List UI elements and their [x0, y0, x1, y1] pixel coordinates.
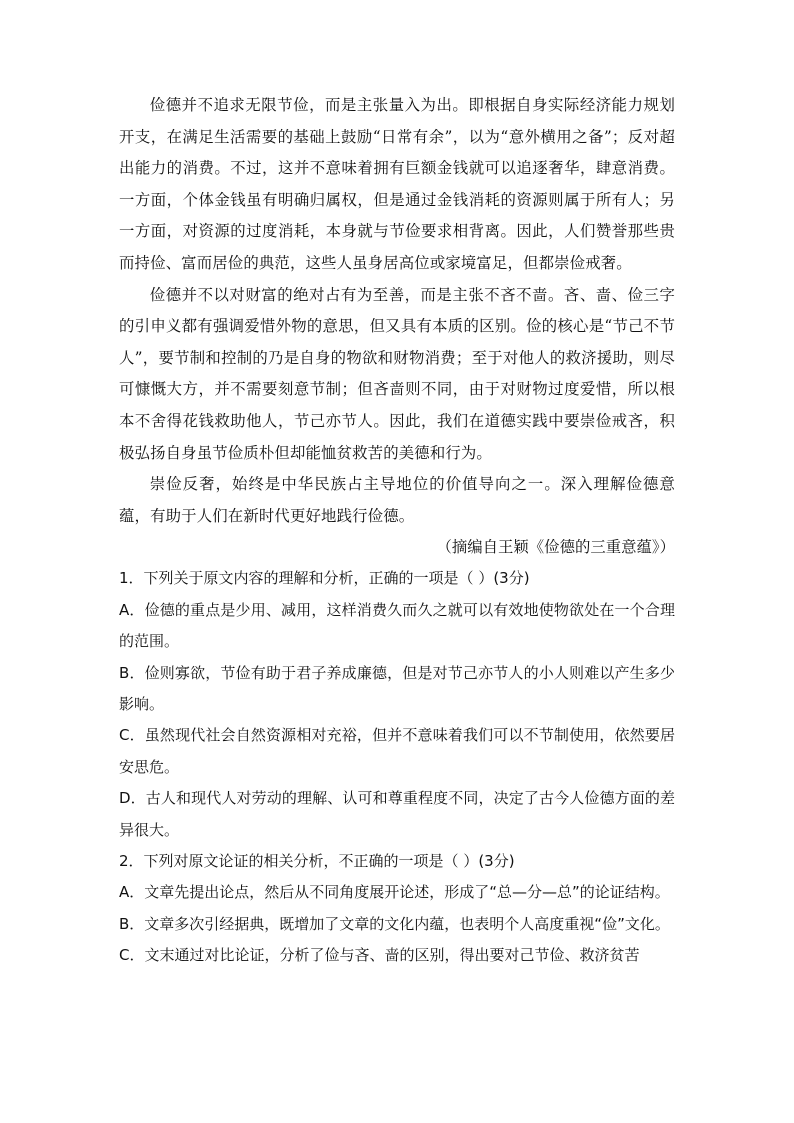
question-2-option-c: C．文末通过对比论证，分析了俭与吝、啬的区别，得出要对己节俭、救济贫苦	[119, 946, 640, 965]
passage-source: （摘编自王颖《俭德的三重意蕴》）	[436, 538, 675, 557]
document-content	[119, 90, 675, 972]
question-2-title: 2．下列对原文论证的相关分析，不正确的一项是（ ）(3分)	[119, 851, 515, 870]
question-1-title: 1．下列关于原文内容的理解和分析，正确的一项是（ ）(3分)	[119, 569, 530, 588]
question-1-option-b: B．俭则寡欲，节俭有助于君子养成廉德，但是对节己亦节人的小人则难以产生多少影响。	[119, 663, 675, 713]
question-2-option-a: A．文章先提出论点，然后从不同角度展开论述，形成了“总—分—总”的论证结构。	[119, 883, 670, 902]
passage-paragraph-2: 俭德并不以对财富的绝对占有为至善，而是主张不吝不啬。吝、啬、俭三字的引申义都有强调爱惜外物的意思，但又具有本质的区别。俭的核心是“节己不节人”，要节制和控制的乃是自身的物欲和财物消费；至于对他人的救济援助，则尽可慷慨大方，并不需要刻意节制；但吝啬则不同，由于对财物过度爱惜，所以根本不舍得花钱救助他人，节己亦节人。因此，我们在道德实践中要崇俭戒吝，积极弘扬自身虽节俭质朴但却能恤贫救苦的美德和行为。	[119, 285, 675, 462]
question-2-option-b: B．文章多次引经据典，既增加了文章的文化内蕴，也表明个人高度重视“俭”文化。	[119, 914, 670, 933]
question-1-option-a: A．俭德的重点是少用、减用，这样消费久而久之就可以有效地使物欲处在一个合理的范围。	[119, 600, 675, 651]
passage-paragraph-1: 俭德并不追求无限节俭，而是主张量入为出。即根据自身实际经济能力规划开支，在满足生活需要的基础上鼓励“日常有余”，以为“意外横用之备”；反对超出能力的消费。不过，这并不意味着拥有巨额金钱就可以追逐奢华，肆意消费。一方面，个体金钱虽有明确归属权，但是通过金钱消耗的资源则属于所有人；另一方面，对资源的过度消耗，本身就与节俭要求相背离。因此，人们赞誉那些贵而持俭、富而居俭的典范，这些人虽身居高位或家境富足，但都崇俭戒奢。	[119, 96, 675, 272]
question-1-option-c: C．虽然现代社会自然资源相对充裕，但并不意味着我们可以不节制使用，依然要居安思危。	[119, 726, 675, 776]
passage-paragraph-3: 崇俭反奢，始终是中华民族占主导地位的价值导向之一。深入理解俭德意蕴，有助于人们在新时代更好地践行俭德。	[119, 475, 675, 525]
question-1-option-d: D．古人和现代人对劳动的理解、认可和尊重程度不同，决定了古今人俭德方面的差异很大。	[119, 789, 675, 839]
